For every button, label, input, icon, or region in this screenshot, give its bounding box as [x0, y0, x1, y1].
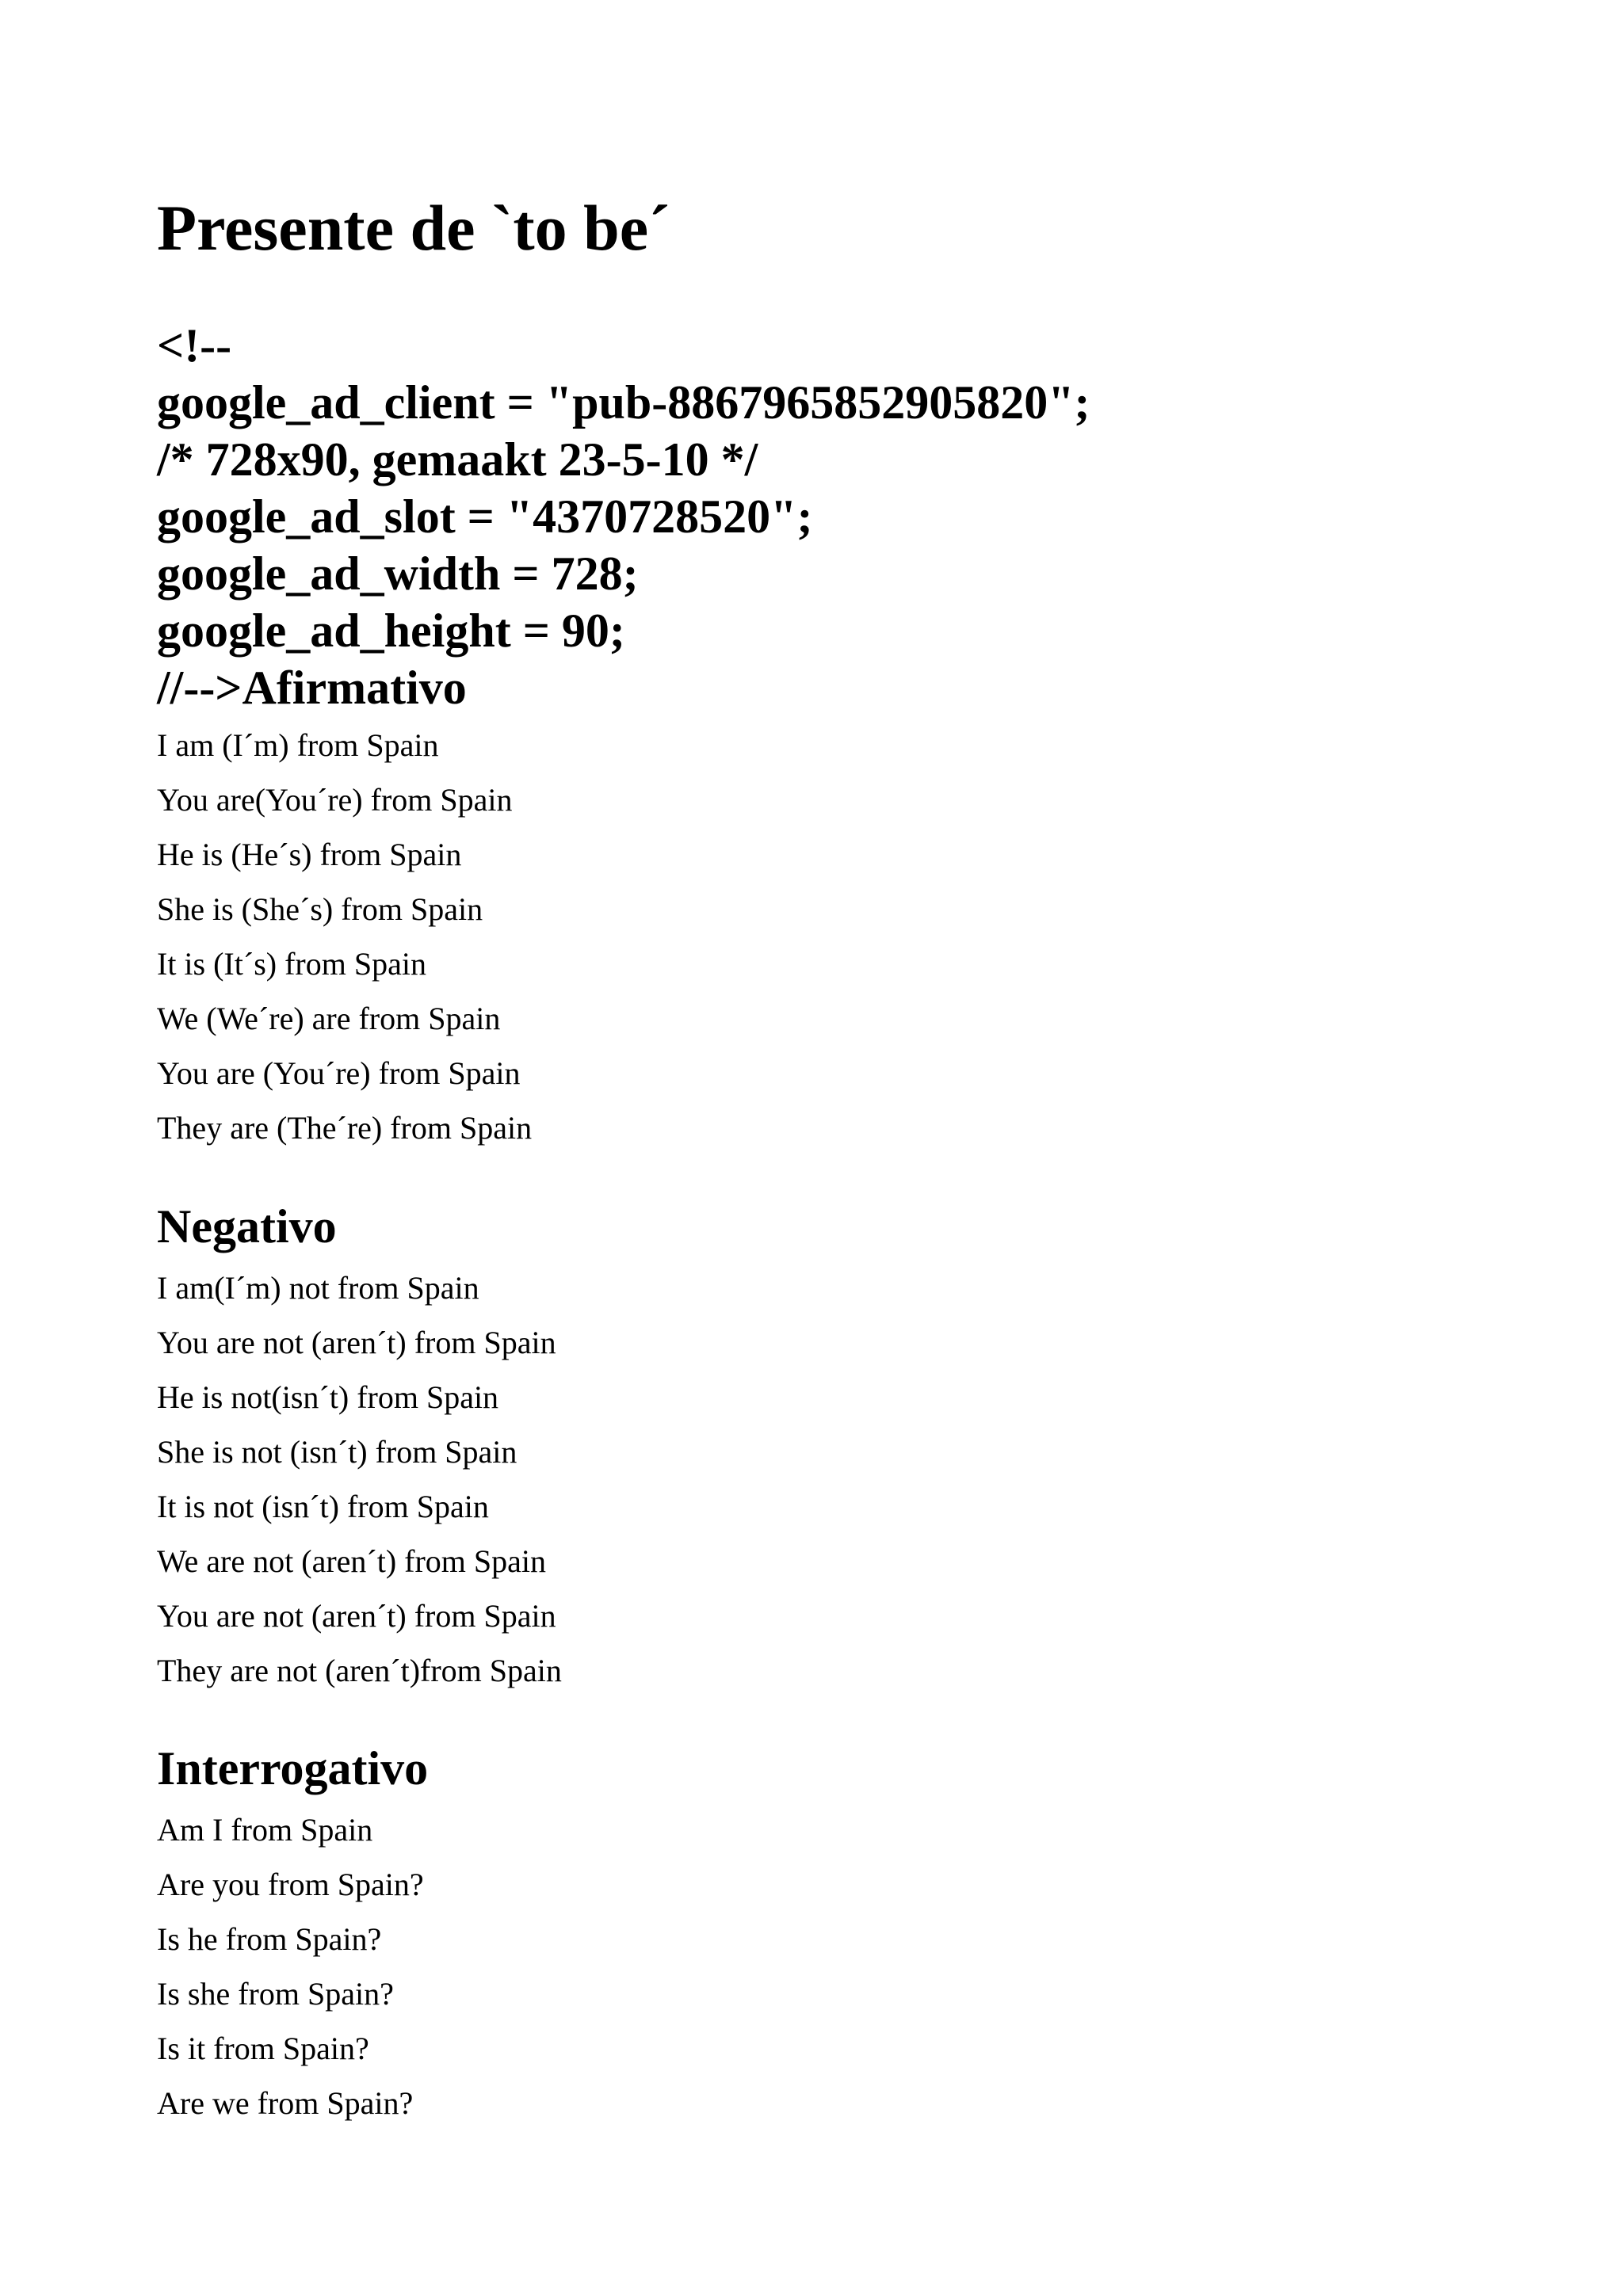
list-item: It is (It´s) from Spain: [157, 946, 426, 982]
list-item: I am(I´m) not from Spain: [157, 1270, 479, 1306]
code-line-with-heading: [157, 659, 1090, 716]
list-item: Is it from Spain?: [157, 2031, 369, 2066]
list-item: Is he from Spain?: [157, 1921, 382, 1957]
code-line: <!--: [157, 319, 232, 372]
list-item: We are not (aren´t) from Spain: [157, 1543, 547, 1579]
code-line: google_ad_width = 728;: [157, 547, 639, 600]
code-line: google_ad_height = 90;: [157, 605, 625, 657]
list-item: You are (You´re) from Spain: [157, 1055, 521, 1091]
list-item: They are (The´re) from Spain: [157, 1110, 533, 1146]
list-item: Is she from Spain?: [157, 1976, 394, 2012]
ad-code-block: [157, 317, 1090, 716]
page-title: Presente de `to be´: [157, 192, 670, 264]
list-item: Am I from Spain: [157, 1812, 373, 1848]
list-item: You are not (aren´t) from Spain: [157, 1598, 556, 1634]
interrogativo-list: [157, 1802, 424, 2130]
list-item: He is not(isn´t) from Spain: [157, 1379, 499, 1415]
list-item: You are(You´re) from Spain: [157, 782, 513, 818]
list-item: They are not (aren´t)from Spain: [157, 1653, 562, 1688]
afirmativo-list: [157, 718, 532, 1155]
list-item: I am (I´m) from Spain: [157, 727, 439, 763]
list-item: He is (He´s) from Spain: [157, 837, 462, 872]
code-line: /* 728x90, gemaakt 23-5-10 */: [157, 433, 758, 486]
list-item: Are you from Spain?: [157, 1867, 424, 1902]
code-comment-end: //-->: [157, 662, 242, 714]
list-item: It is not (isn´t) from Spain: [157, 1489, 489, 1524]
list-item: She is not (isn´t) from Spain: [157, 1434, 517, 1470]
list-item: She is (She´s) from Spain: [157, 891, 483, 927]
section-heading-afirmativo: Afirmativo: [242, 662, 467, 714]
section-heading-negativo: Negativo: [157, 1200, 337, 1253]
list-item: We (We´re) are from Spain: [157, 1001, 501, 1036]
section-heading-interrogativo: Interrogativo: [157, 1742, 429, 1794]
list-item: You are not (aren´t) from Spain: [157, 1325, 556, 1360]
code-line: google_ad_slot = "4370728520";: [157, 490, 813, 543]
list-item: Are we from Spain?: [157, 2085, 414, 2121]
code-line: google_ad_client = "pub-8867965852905820";: [157, 376, 1090, 429]
negativo-list: [157, 1261, 562, 1698]
